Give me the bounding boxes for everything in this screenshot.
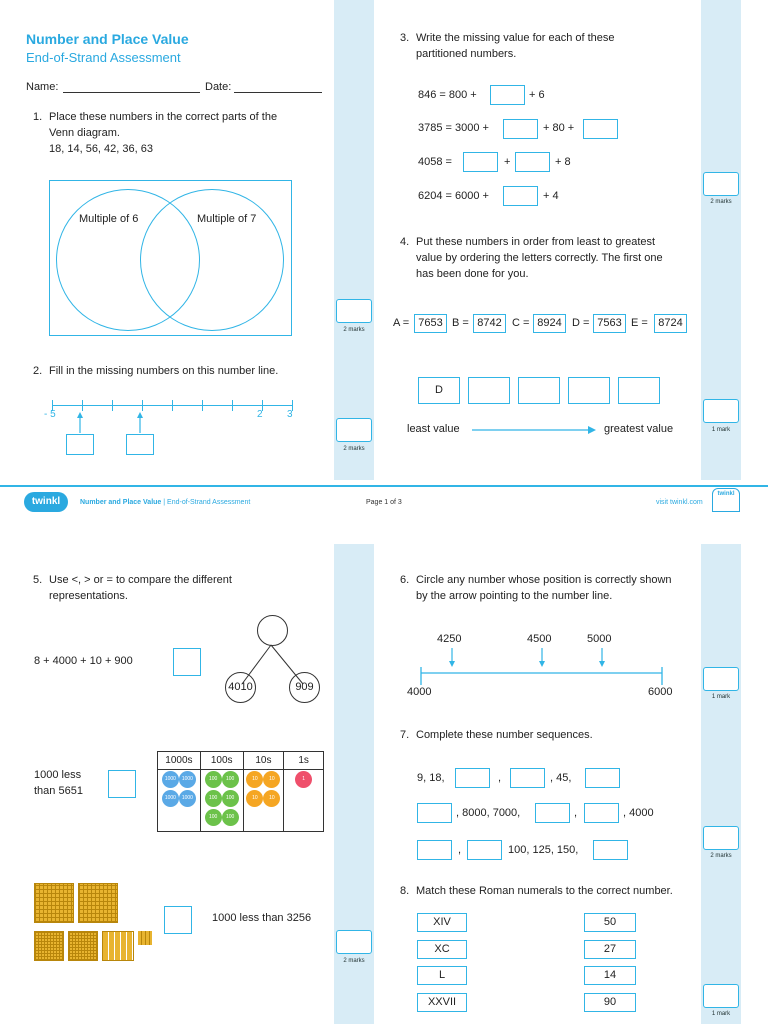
q3-row3-end: + 8: [555, 156, 571, 168]
unit-cubes: [138, 931, 152, 945]
q4-letter-e: E =: [631, 317, 648, 329]
q8-roman-xxvii[interactable]: XXVII: [417, 993, 467, 1012]
q4-order-box-1[interactable]: D: [418, 377, 460, 404]
q3-row1-box[interactable]: [490, 85, 525, 105]
q3-row1-start: 846 = 800 +: [418, 89, 477, 101]
pv-header-10s: 10s: [243, 752, 284, 770]
q7-seq2-box3[interactable]: [584, 803, 619, 823]
q3-row3-box1[interactable]: [463, 152, 498, 172]
q7-seq2-box2[interactable]: [535, 803, 570, 823]
q4-number: 4.: [400, 236, 410, 248]
counter-100: 100: [222, 790, 239, 807]
q3-number: 3.: [400, 32, 410, 44]
twinkl-badge-text: twinkl: [717, 491, 735, 497]
q2-number: 2.: [33, 365, 43, 377]
q7-seq3-comma: ,: [458, 844, 462, 856]
q8-roman-l[interactable]: L: [417, 966, 467, 985]
page-title: Number and Place Value: [26, 31, 189, 47]
q8-number-27[interactable]: 27: [584, 940, 636, 959]
q5-part-right: [289, 672, 320, 703]
q7-text: Complete these number sequences.: [416, 729, 593, 741]
q3-text-line2: partitioned numbers.: [416, 48, 517, 60]
twinkl-logo[interactable]: twinkl: [24, 492, 68, 512]
q7-seq1-start: 9, 18,: [417, 772, 445, 784]
counter-100: 100: [205, 790, 222, 807]
q5-blocks-label: 1000 less than 3256: [212, 912, 312, 924]
q2-label-2: 2: [257, 409, 263, 420]
counter-1000: 1000: [179, 771, 196, 788]
q6-text-line1: Circle any number whose position is correctly shown: [416, 574, 672, 586]
q5-compare-box-2[interactable]: [108, 770, 136, 798]
q8-roman-xc[interactable]: XC: [417, 940, 467, 959]
q5-marks-label: 2 marks: [343, 958, 365, 964]
pv-cell-1000s: [158, 770, 201, 832]
q5-text-line1: Use <, > or = to compare the different: [49, 574, 232, 586]
q7-seq1-box3[interactable]: [585, 768, 620, 788]
q6-text-line2: by the arrow pointing to the number line.: [416, 590, 613, 602]
q4-letter-a: A =: [393, 317, 410, 329]
q7-seq2-box1[interactable]: [417, 803, 452, 823]
q3-row4-end: + 4: [543, 190, 559, 202]
q3-row2-mid: + 80 +: [543, 122, 575, 134]
q2-label-3: 3: [287, 409, 293, 420]
q3-row3-box2[interactable]: [515, 152, 550, 172]
q8-text: Match these Roman numerals to the correct number.: [416, 885, 673, 897]
venn-right-label: Multiple of 7: [197, 213, 257, 225]
q5-whole-circle[interactable]: [257, 615, 288, 646]
q7-seq3-box1[interactable]: [417, 840, 452, 860]
q6-marks-label: 1 mark: [711, 694, 731, 700]
hundred-flat: [34, 931, 64, 961]
hundred-flat: [68, 931, 98, 961]
q1-text-line1: Place these numbers in the correct parts of the: [49, 111, 278, 123]
q4-text-line2: value by ordering the letters correctly. The first one: [416, 252, 663, 264]
q4-text-line1: Put these numbers in order from least to greatest: [416, 236, 656, 248]
counter-10: 10: [246, 790, 263, 807]
worksheet-page-2: [0, 512, 768, 1024]
q2-arrows: [0, 0, 334, 480]
pv-cell-1s: [284, 770, 324, 832]
q7-seq2-comma: ,: [574, 807, 578, 819]
q3-row4-start: 6204 = 6000 +: [418, 190, 489, 202]
q8-number-50[interactable]: 50: [584, 913, 636, 932]
marks-strip-left: [334, 0, 374, 480]
q2-answer-box-1[interactable]: [66, 434, 94, 455]
counter-100: 100: [222, 809, 239, 826]
q8-number: 8.: [400, 885, 410, 897]
date-label: Date:: [205, 81, 232, 93]
q5-part-left-value: 4010: [228, 681, 253, 693]
counter-1000: 1000: [162, 771, 179, 788]
q8-number-14[interactable]: 14: [584, 966, 636, 985]
page-number: Page 1 of 3: [366, 499, 402, 506]
q4-value-e: 8724: [654, 314, 687, 333]
q4-letter-b: B =: [452, 317, 469, 329]
q6-end-label: 6000: [648, 686, 673, 698]
q5-part-right-value: 909: [295, 681, 314, 693]
q4-value-b: 8742: [473, 314, 506, 333]
q3-row2-start: 3785 = 3000 +: [418, 122, 489, 134]
q2-text: Fill in the missing numbers on this number line.: [49, 365, 279, 377]
footer-doc-title: [80, 499, 250, 506]
q3-text-line1: Write the missing value for each of these: [416, 32, 615, 44]
q7-seq1-box1[interactable]: [455, 768, 490, 788]
q7-seq1-box2[interactable]: [510, 768, 545, 788]
q4-order-box-2[interactable]: [468, 377, 510, 404]
q3-row3-start: 4058 =: [418, 156, 452, 168]
name-label: Name:: [26, 81, 59, 93]
q8-number-90[interactable]: 90: [584, 993, 636, 1012]
counter-1: 1: [295, 771, 312, 788]
q6-arrow-label-5000[interactable]: 5000: [587, 633, 612, 645]
q3-row2-box1[interactable]: [503, 119, 538, 139]
q2-answer-box-2[interactable]: [126, 434, 154, 455]
q6-arrow-label-4250[interactable]: 4250: [437, 633, 462, 645]
q7-seq3-mid: 100, 125, 150,: [508, 844, 579, 856]
q5-expression: 8 + 4000 + 10 + 900: [34, 655, 133, 667]
q4-value-d: 7563: [593, 314, 626, 333]
q5-less-label-line2: than 5651: [34, 785, 83, 797]
q3-row3-plus: +: [504, 156, 511, 168]
q4-greatest-label: greatest value: [604, 423, 674, 435]
thousand-cube: [34, 883, 74, 923]
counter-100: 100: [205, 771, 222, 788]
q4-letter-d: D =: [572, 317, 590, 329]
q4-marks-box[interactable]: [703, 399, 739, 423]
q7-seq2-end: , 4000: [623, 807, 654, 819]
q4-order-box-4[interactable]: [568, 377, 610, 404]
counter-1000: 1000: [162, 790, 179, 807]
q2-marks-box[interactable]: [336, 418, 372, 442]
page-subtitle: End-of-Strand Assessment: [26, 50, 181, 65]
q7-seq3-box2[interactable]: [467, 840, 502, 860]
q1-number: 1.: [33, 111, 43, 123]
q6-arrow-label-4500[interactable]: 4500: [527, 633, 552, 645]
thousand-cube: [78, 883, 118, 923]
q5-compare-box-1[interactable]: [173, 648, 201, 676]
q7-seq1-mid: , 45,: [550, 772, 572, 784]
q3-row1-end: + 6: [529, 89, 545, 101]
counter-100: 100: [205, 809, 222, 826]
q8-marks-label: 1 mark: [711, 1011, 731, 1017]
q6-start-label: 4000: [407, 686, 432, 698]
q4-least-label: least value: [407, 423, 460, 435]
q4-order-box-3[interactable]: [518, 377, 560, 404]
q7-seq3-box3[interactable]: [593, 840, 628, 860]
q5-number: 5.: [33, 574, 43, 586]
marks-strip-right-2: [701, 544, 741, 1024]
q3-marks-label: 2 marks: [710, 199, 732, 205]
counter-10: 10: [263, 790, 280, 807]
q6-number: 6.: [400, 574, 410, 586]
counter-100: 100: [222, 771, 239, 788]
q2-start-label: - 5: [44, 409, 56, 420]
q7-seq1-comma: ,: [498, 772, 502, 784]
pv-header-1s: 1s: [284, 752, 324, 770]
q7-marks-box[interactable]: [703, 826, 739, 850]
q8-marks-box[interactable]: [703, 984, 739, 1008]
footer-divider: [0, 485, 768, 487]
q5-less-label-line1: 1000 less: [34, 769, 82, 781]
q7-number: 7.: [400, 729, 410, 741]
counter-1000: 1000: [179, 790, 196, 807]
q4-order-box-5[interactable]: [618, 377, 660, 404]
q3-row4-box[interactable]: [503, 186, 538, 206]
q1-marks-label: 2 marks: [343, 327, 365, 333]
ten-rods: [102, 931, 134, 961]
q2-marks-label: 2 marks: [343, 446, 365, 452]
counter-10: 10: [263, 771, 280, 788]
q5-text-line2: representations.: [49, 590, 128, 602]
q1-numbers: 18, 14, 56, 42, 36, 63: [49, 143, 153, 155]
q3-marks-box[interactable]: [703, 172, 739, 196]
q4-letter-c: C =: [512, 317, 530, 329]
pv-cell-100s: [200, 770, 243, 832]
q7-seq2-mid: , 8000, 7000,: [456, 807, 521, 819]
q4-value-a: 7653: [414, 314, 447, 333]
q5-marks-box[interactable]: [336, 930, 372, 954]
q1-marks-box[interactable]: [336, 299, 372, 323]
footer-doc-title-sub: | End-of-Strand Assessment: [163, 499, 251, 506]
q4-text-line3: has been done for you.: [416, 268, 529, 280]
twinkl-site-link[interactable]: visit twinkl.com: [656, 499, 703, 506]
q4-value-c: 8924: [533, 314, 566, 333]
pv-cell-10s: [243, 770, 284, 832]
q7-marks-label: 2 marks: [710, 853, 732, 859]
venn-left-label: Multiple of 6: [79, 213, 139, 225]
twinkl-badge: [712, 488, 740, 512]
counter-10: 10: [246, 771, 263, 788]
footer-doc-title-main: Number and Place Value: [80, 499, 162, 506]
q4-direction-arrow: [470, 424, 600, 436]
q3-row2-box2[interactable]: [583, 119, 618, 139]
q8-roman-xiv[interactable]: XIV: [417, 913, 467, 932]
q5-place-value-table: [157, 751, 324, 832]
q6-marks-box[interactable]: [703, 667, 739, 691]
pv-header-1000s: 1000s: [158, 752, 201, 770]
q5-compare-box-3[interactable]: [164, 906, 192, 934]
q4-marks-label: 1 mark: [711, 427, 731, 433]
q1-text-line2: Venn diagram.: [49, 127, 120, 139]
pv-header-100s: 100s: [200, 752, 243, 770]
q5-part-left: [225, 672, 256, 703]
